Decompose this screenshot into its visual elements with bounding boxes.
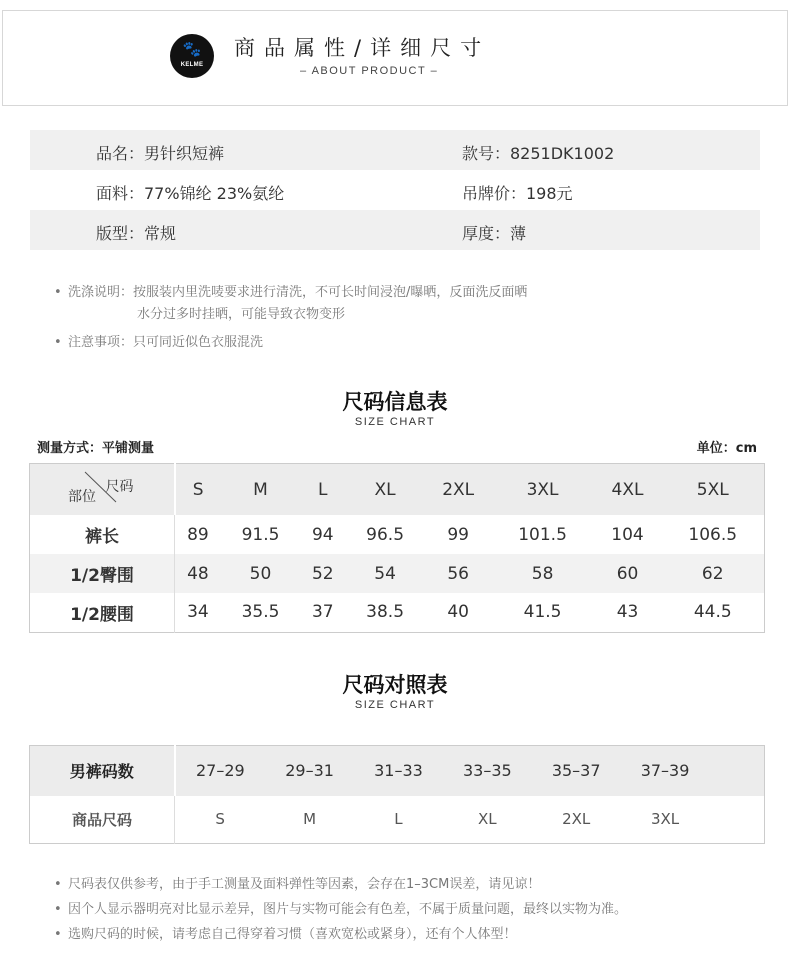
table-cell: 41.5 xyxy=(523,602,562,623)
table-cell: 3XL xyxy=(650,810,680,829)
compare-header-cell: 31–33 xyxy=(354,746,443,796)
table-cell: 44.5 xyxy=(693,602,732,623)
footer-note-text: 因个人显示器明亮对比显示差异，图片与实物可能会有色差，不属于质量问题，最终以实物为准。 xyxy=(68,902,628,917)
spacer-cell xyxy=(710,746,765,796)
table-cell: 101.5 xyxy=(518,524,567,545)
attribute-fit: 版型：常规 xyxy=(96,224,177,243)
row-label: 裤长 xyxy=(30,515,175,554)
page-subtitle: – ABOUT PRODUCT – xyxy=(300,65,439,77)
bullet-icon: • xyxy=(54,335,62,350)
brand-logo xyxy=(170,34,214,78)
table-cell: 91.5 xyxy=(241,524,280,545)
size-header-cell: M xyxy=(221,464,300,516)
table-cell: 99 xyxy=(447,524,469,545)
table-cell: 62 xyxy=(661,554,764,593)
bullet-icon: • xyxy=(54,877,62,892)
list-item xyxy=(54,872,627,897)
attribute-style-number: 款号：8251DK1002 xyxy=(462,144,615,163)
compare-header-cell: 27–29 xyxy=(175,746,266,796)
attribute-product-name: 品名：男针织短裤 xyxy=(96,144,225,163)
compare-header-row xyxy=(30,746,765,796)
table-cell: S xyxy=(215,810,225,829)
size-chart-table xyxy=(29,463,765,633)
spacer-cell xyxy=(710,796,765,844)
table-cell: M xyxy=(303,810,317,829)
table-cell: 54 xyxy=(345,554,424,593)
size-header-cell: 2XL xyxy=(425,464,492,516)
table-cell: 60 xyxy=(594,554,662,593)
caution-note xyxy=(54,332,527,354)
table-cell: 104 xyxy=(611,524,644,545)
attributes-table xyxy=(30,130,760,250)
corner-part-label: 部位 xyxy=(68,489,96,505)
attribute-thickness: 厚度：薄 xyxy=(462,224,527,243)
size-header-cell: XL xyxy=(345,464,424,516)
attribute-row xyxy=(30,170,760,210)
measure-method: 测量方式：平铺测量 xyxy=(37,441,155,456)
size-compare-title: 尺码对照表 xyxy=(342,673,448,697)
size-header-cell: 3XL xyxy=(492,464,594,516)
attribute-row xyxy=(30,130,760,170)
size-header-cell: L xyxy=(300,464,345,516)
footer-note-text: 尺码表仅供参考，由于手工测量及面料弹性等因素，会存在1–3CM误差，请见谅！ xyxy=(68,877,541,892)
diagonal-divider xyxy=(30,464,174,515)
corner-size-label: 尺码 xyxy=(105,479,134,495)
wash-note xyxy=(54,282,527,304)
row-label: 1/2臀围 xyxy=(30,554,175,593)
table-cell: L xyxy=(394,810,403,829)
table-cell: 2XL xyxy=(562,810,591,829)
wash-note-continued: 水分过多时挂晒，可能导致衣物变形 xyxy=(137,307,346,322)
table-cell: 38.5 xyxy=(366,602,405,623)
corner-header-cell xyxy=(30,464,175,516)
compare-header-cell: 29–31 xyxy=(265,746,354,796)
table-cell: 106.5 xyxy=(688,524,738,545)
list-item xyxy=(54,922,627,947)
logo-text: KELME xyxy=(180,62,204,68)
table-cell: 48 xyxy=(175,554,221,593)
table-cell: 56 xyxy=(425,554,492,593)
table-row xyxy=(30,593,765,632)
table-cell: 35.5 xyxy=(241,602,280,623)
page-title: 商品属性/详细尺寸 xyxy=(234,36,491,60)
footer-notes xyxy=(54,872,627,947)
attribute-row xyxy=(30,210,760,250)
row-label: 男裤码数 xyxy=(30,746,175,796)
care-notes xyxy=(54,282,527,354)
wash-note-text: 洗涤说明：按服装内里洗唛要求进行清洗，不可长时间浸泡/曝晒，反面洗反面晒 xyxy=(68,285,528,300)
table-row xyxy=(30,796,765,844)
size-compare-table xyxy=(29,745,765,844)
table-cell: 34 xyxy=(187,602,209,623)
table-cell: 40 xyxy=(447,602,469,623)
size-header-row xyxy=(30,464,765,516)
table-cell: 50 xyxy=(221,554,300,593)
table-cell: 89 xyxy=(187,524,209,545)
attribute-price: 吊牌价：198元 xyxy=(462,184,573,203)
footer-note-text: 选购尺码的时候，请考虑自己得穿着习惯（喜欢宽松或紧身），还有个人体型！ xyxy=(68,927,517,942)
table-cell: 94 xyxy=(311,524,334,545)
compare-header-cell: 33–35 xyxy=(443,746,532,796)
size-chart-title: 尺码信息表 xyxy=(342,390,448,414)
caution-note-text: 注意事项：只可同近似色衣服混洗 xyxy=(68,335,264,350)
row-label: 商品尺码 xyxy=(30,796,175,844)
table-cell: 52 xyxy=(300,554,345,593)
table-cell: 96.5 xyxy=(366,524,405,545)
size-compare-subtitle: SIZE CHART xyxy=(354,699,436,711)
attribute-fabric: 面料：77%锦纶 23%氨纶 xyxy=(96,184,285,203)
bullet-icon: • xyxy=(54,927,62,942)
size-chart-subtitle: SIZE CHART xyxy=(354,416,436,428)
table-cell: 58 xyxy=(492,554,594,593)
size-header-cell: 4XL xyxy=(594,464,662,516)
size-header-cell: S xyxy=(175,464,221,516)
table-cell: 37 xyxy=(311,602,334,623)
paw-icon: 🐾 xyxy=(182,40,202,58)
size-header-cell: 5XL xyxy=(661,464,764,516)
table-cell: 43 xyxy=(616,602,639,623)
list-item xyxy=(54,897,627,922)
table-cell: XL xyxy=(478,810,497,829)
row-label: 1/2腰围 xyxy=(30,593,175,632)
compare-header-cell: 37–39 xyxy=(621,746,710,796)
bullet-icon: • xyxy=(54,902,62,917)
bullet-icon: • xyxy=(54,285,62,300)
measure-unit: 单位：cm xyxy=(696,441,757,456)
compare-header-cell: 35–37 xyxy=(532,746,621,796)
table-row xyxy=(30,554,765,593)
table-row xyxy=(30,515,765,554)
